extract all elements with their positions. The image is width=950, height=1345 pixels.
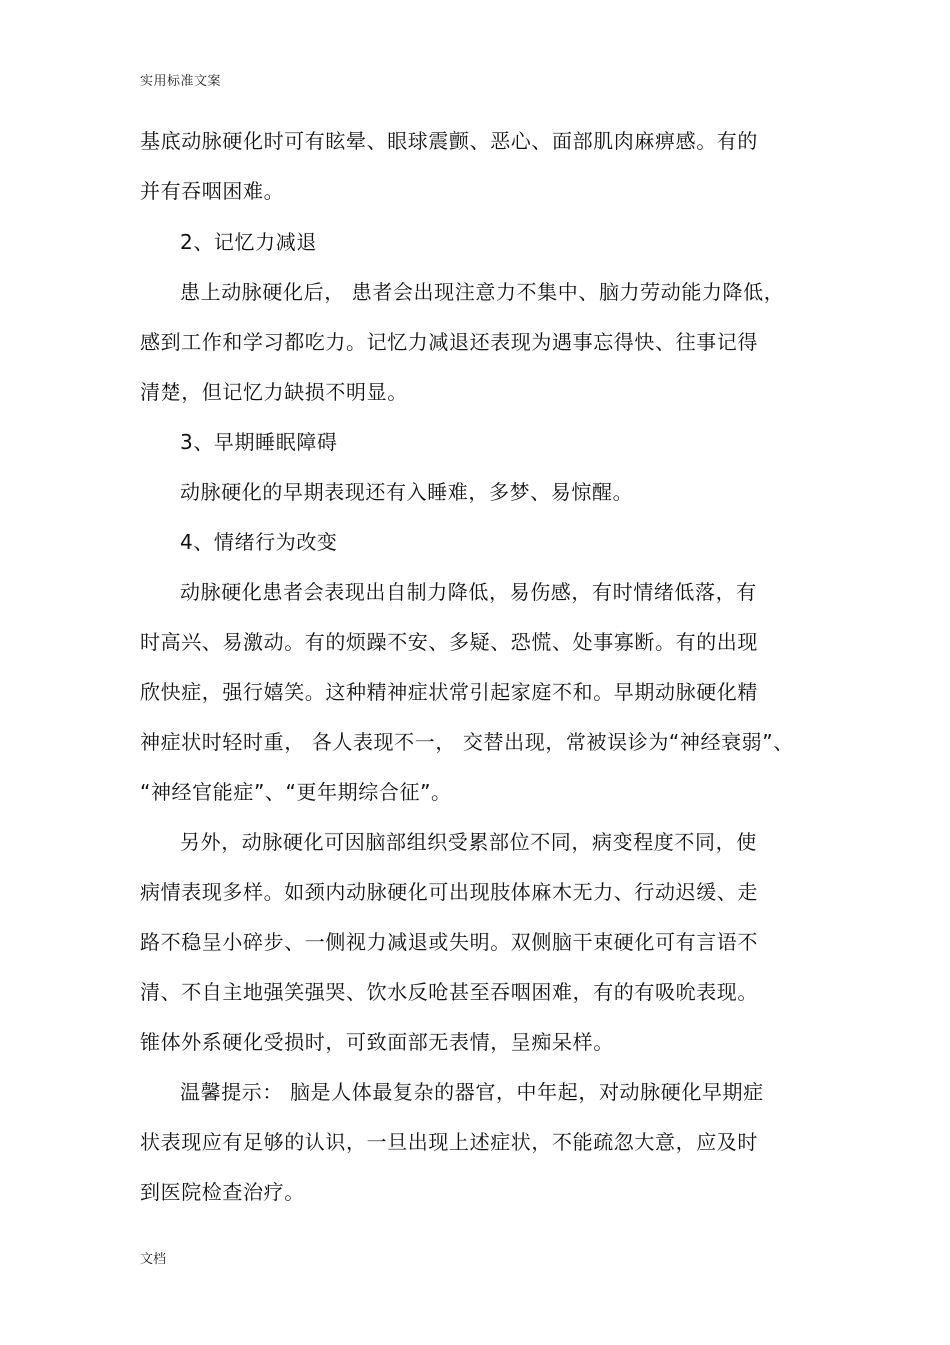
body-line: 清楚，但记忆力缺损不明显。 (140, 380, 408, 404)
page-footer: 文档 (140, 1252, 167, 1267)
body-line: 清、不自主地强笑强哭、饮水反呛甚至吞咽困难，有的有吸吮表现。 (140, 980, 758, 1004)
body-line: 状表现应有足够的认识，一旦出现上述症状，不能疏忽大意，应及时 (140, 1130, 758, 1154)
body-line: 动脉硬化患者会表现出自制力降低，易伤感，有时情绪低落，有 (180, 580, 757, 604)
body-line: 时高兴、易激动。有的烦躁不安、多疑、恐慌、处事寡断。有的出现 (140, 630, 758, 654)
body-line: 感到工作和学习都吃力。记忆力减退还表现为遇事忘得快、往事记得 (140, 330, 758, 354)
body-line: 神症状时轻时重， 各人表现不一， 交替出现，常被误诊为“神经衰弱”、 (140, 730, 794, 754)
section-heading: 2、记忆力减退 (180, 230, 317, 254)
body-line: 病情表现多样。如颈内动脉硬化可出现肢体麻木无力、行动迟缓、走 (140, 880, 758, 904)
body-line: 锥体外系硬化受损时，可致面部无表情，呈痴呆样。 (140, 1030, 614, 1054)
body-line: 患上动脉硬化后， 患者会出现注意力不集中、脑力劳动能力降低， (180, 280, 785, 304)
section-heading: 4、情绪行为改变 (180, 530, 338, 554)
page-header: 实用标准文案 (140, 74, 222, 89)
section-heading: 3、早期睡眠障碍 (180, 430, 338, 454)
body-line: 基底动脉硬化时可有眩晕、眼球震颤、恶心、面部肌肉麻痹感。有的 (140, 129, 758, 153)
body-line: “神经官能症”、“更年期综合征”。 (140, 780, 452, 804)
body-line: 温馨提示： 脑是人体最复杂的器官，中年起，对动脉硬化早期症 (180, 1080, 764, 1104)
body-line: 到医院检查治疗。 (140, 1180, 305, 1204)
body-line: 动脉硬化的早期表现还有入睡难，多梦、易惊醒。 (180, 480, 634, 504)
body-line: 并有吞咽困难。 (140, 179, 285, 203)
body-line: 另外，动脉硬化可因脑部组织受累部位不同，病变程度不同，使 (180, 830, 757, 854)
body-line: 欣快症，强行嬉笑。这种精神症状常引起家庭不和。早期动脉硬化精 (140, 680, 758, 704)
body-line: 路不稳呈小碎步、一侧视力减退或失明。双侧脑干束硬化可有言语不 (140, 930, 758, 954)
